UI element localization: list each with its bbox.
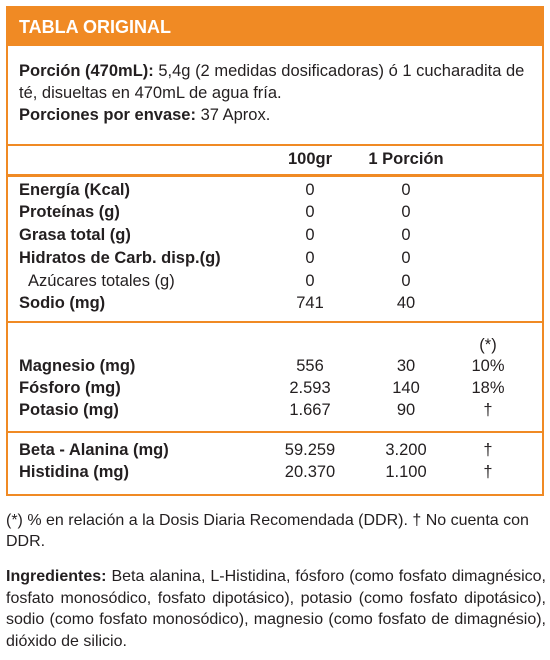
row-value-ddr: 10% [471,357,505,375]
servings-per-container [19,104,539,126]
row-label: Sodio (mg) [19,294,106,312]
row-label: Potasio (mg) [19,401,119,419]
row-value-100gr: 20.370 [284,463,336,481]
row-value-100gr: 59.259 [284,441,336,459]
table-row-energia [8,179,542,201]
row-value-100gr: 0 [305,226,315,244]
row-label: Proteínas (g) [19,203,120,221]
row-value-100gr: 2.593 [289,379,331,397]
nutrition-table [6,6,544,496]
row-label: Beta - Alanina (mg) [19,441,169,459]
table-title: TABLA ORIGINAL [8,8,542,46]
table-row-azucares [8,270,542,292]
table-row-beta-alanina [8,439,542,461]
column-header-portion: 1 Porción [368,150,444,168]
row-label: Grasa total (g) [19,226,131,244]
row-value-portion: 40 [396,294,416,312]
servings-label: Porciones por envase: [19,106,196,124]
table-row-histidina [8,461,542,483]
portion-size-text: 5,4g (2 medidas dosificadoras) ó 1 cucharadita de té, disueltas en 470mL de agua fría. [19,62,525,102]
row-value-100gr: 1.667 [289,401,331,419]
row-value-ddr: † [483,401,493,419]
row-value-ddr: † [483,463,493,481]
servings-value: 37 Aprox. [195,106,271,124]
ddr-footnote: (*) % en relación a la Dosis Diaria Recomendada (DDR). † No cuenta con DDR. [6,512,529,550]
row-value-portion: 1.100 [385,463,427,481]
row-value-portion: 140 [392,379,420,397]
row-value-100gr: 556 [296,357,324,375]
row-label: Histidina (mg) [19,463,129,481]
table-row-potasio [8,399,542,421]
column-header-row [8,148,542,170]
column-header-100gr: 100gr [287,150,333,168]
row-value-100gr: 0 [305,249,315,267]
row-value-portion: 0 [401,181,411,199]
row-value-100gr: 0 [305,203,315,221]
row-value-portion: 0 [401,226,411,244]
row-value-100gr: 0 [305,272,315,290]
table-row-magnesio [8,355,542,377]
row-value-100gr: 741 [296,294,324,312]
row-value-100gr: 0 [305,181,315,199]
row-value-portion: 0 [401,203,411,221]
row-value-portion: 30 [396,357,416,375]
row-value-ddr: 18% [471,379,505,397]
row-label: Fósforo (mg) [19,379,121,397]
divider [8,174,542,177]
row-value-portion: 0 [401,272,411,290]
divider [8,144,542,146]
portion-info [19,60,539,126]
row-value-ddr: † [483,441,493,459]
row-label: Hidratos de Carb. disp.(g) [19,249,221,267]
table-row-proteinas [8,201,542,223]
portion-size-label: Porción (470mL): [19,62,154,80]
ingredients-label: Ingredientes: [6,568,107,585]
ddr-header-row [8,334,542,356]
divider [8,431,542,433]
column-header-ddr: (*) [479,336,497,354]
row-label: Magnesio (mg) [19,357,136,375]
row-value-portion: 90 [396,401,416,419]
table-row-sodio [8,292,542,314]
table-row-fosforo [8,377,542,399]
table-row-grasa [8,224,542,246]
row-value-portion: 3.200 [385,441,427,459]
portion-size [19,60,539,104]
divider [8,321,542,323]
ingredients-text: Beta alanina, L-Histidina, fósforo (como fosfato dimagnésico, fosfato monosódico, fosfato dipotásico), potasio (como fosfato dipotásico), sodio (como fosfato monosódico), magnesio (como fosfato de dimagnésio), dióxido de silicio. [6,568,546,650]
row-label: Azúcares totales (g) [28,272,175,290]
ingredients [6,566,546,652]
table-row-hidratos [8,247,542,269]
row-label: Energía (Kcal) [19,181,130,199]
row-value-portion: 0 [401,249,411,267]
